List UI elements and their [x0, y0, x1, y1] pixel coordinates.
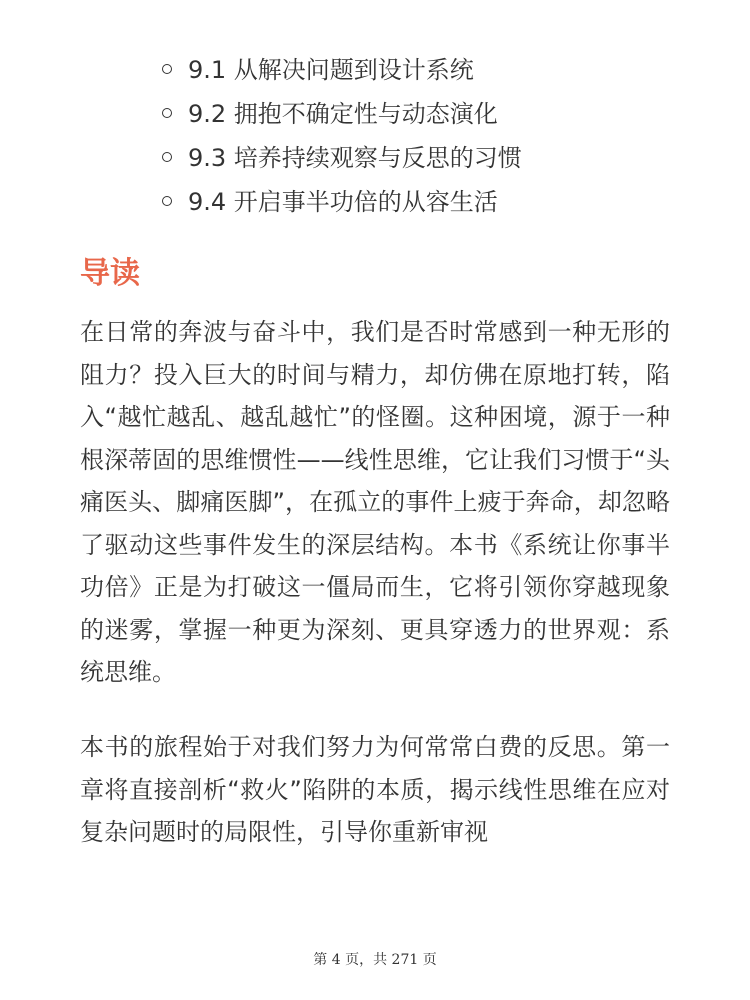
toc-item-label: 9.4 开启事半功倍的从容生活 — [188, 188, 498, 216]
toc-item-9-2[interactable] — [162, 92, 722, 136]
toc-item-label: 9.3 培养持续观察与反思的习惯 — [188, 144, 522, 172]
page-number-footer: 第 4 页，共 271 页 — [313, 952, 437, 968]
toc-item-9-3[interactable] — [162, 136, 722, 180]
table-of-contents — [162, 48, 722, 224]
hollow-circle-bullet-icon — [162, 196, 172, 206]
body-paragraph: 在日常的奔波与奋斗中，我们是否时常感到一种无形的阻力？投入巨大的时间与精力，却仿佛在原地打转，陷入“越忙越乱、越乱越忙”的怪圈。这种困境，源于一种根深蒂固的思维惯性——线性思维，它让我们习惯于“头痛医头、脚痛医脚”，在孤立的事件上疲于奔命，却忽略了驱动这些事件发生的深层结构。本书《系统让你事半功倍》正是为打破这一僵局而生，它将引领你穿越现象的迷雾，掌握一种更为深刻、更具穿透力的世界观：系统思维。 — [80, 318, 670, 686]
toc-item-9-1[interactable] — [162, 48, 722, 92]
toc-item-9-4[interactable] — [162, 180, 722, 224]
section-heading: 导读 — [80, 256, 140, 291]
hollow-circle-bullet-icon — [162, 152, 172, 162]
body-paragraph: 本书的旅程始于对我们努力为何常常白费的反思。第一章将直接剖析“救火”陷阱的本质，揭示线性思维在应对复杂问题时的局限性，引导你重新审视 — [80, 733, 670, 846]
hollow-circle-bullet-icon — [162, 64, 172, 74]
toc-item-label: 9.2 拥抱不确定性与动态演化 — [188, 100, 498, 128]
toc-item-label: 9.1 从解决问题到设计系统 — [188, 56, 474, 84]
hollow-circle-bullet-icon — [162, 108, 172, 118]
